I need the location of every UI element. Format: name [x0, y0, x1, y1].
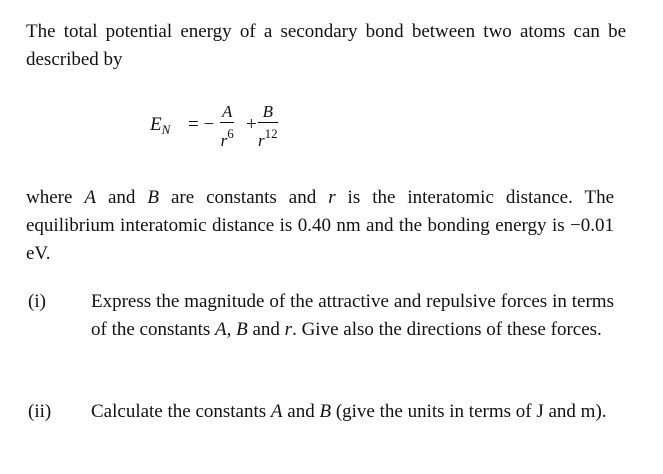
plus-sign: + — [246, 114, 257, 135]
attractive-term-denominator — [220, 123, 234, 152]
variable-r: r — [328, 187, 336, 208]
where-text-4: is the interatomic distance. The equilibrium interatomic distance is 0.40 nm and the bonding energy is −0.01 eV. — [26, 187, 615, 264]
question-text-part: Express the magnitude of the attractive and repulsive forces in terms of the constants — [91, 291, 614, 340]
variable-b: B — [319, 401, 332, 422]
attractive-term-fraction — [220, 102, 234, 152]
variable-a: A — [215, 319, 227, 340]
repulsive-term-denominator — [258, 123, 278, 152]
attractive-term-base: r — [220, 131, 228, 150]
attractive-term-numerator: A — [222, 102, 233, 121]
question-text-part: , — [226, 319, 237, 340]
where-text-3: are constants and — [158, 187, 329, 208]
question-text-part: and — [247, 319, 285, 340]
variable-a: A — [270, 401, 283, 422]
attractive-term-exponent: 6 — [227, 126, 234, 141]
variable-r: r — [284, 319, 293, 340]
energy-subscript: N — [161, 122, 171, 137]
repulsive-term-fraction — [258, 102, 278, 152]
question-text — [91, 288, 614, 344]
question-text-part: . Give also the directions of these forces. — [292, 319, 602, 340]
where-text-2: and — [96, 187, 148, 208]
description-paragraph — [26, 184, 614, 268]
variable-b: B — [236, 319, 248, 340]
intro-paragraph: The total potential energy of a secondary bond between two atoms can be described by — [26, 21, 626, 70]
question-text-part: Calculate the constants — [91, 401, 271, 422]
where-text-1: where — [26, 187, 85, 208]
variable-b: B — [147, 187, 159, 208]
question-item — [28, 288, 618, 378]
question-text-part: and — [282, 401, 320, 422]
question-text-part: (give the units in terms of J and m). — [331, 401, 607, 422]
repulsive-term-exponent: 12 — [264, 126, 278, 141]
energy-symbol: E — [150, 114, 162, 135]
question-text — [91, 398, 614, 426]
question-label: (i) — [28, 291, 46, 312]
repulsive-term-numerator: B — [258, 102, 278, 123]
equation-lhs — [150, 114, 170, 138]
variable-a: A — [84, 187, 96, 208]
equals-minus-sign: = − — [188, 114, 215, 135]
potential-energy-equation — [150, 100, 310, 160]
question-item — [28, 398, 618, 458]
question-label: (ii) — [28, 401, 52, 422]
repulsive-term-base: r — [258, 131, 265, 150]
